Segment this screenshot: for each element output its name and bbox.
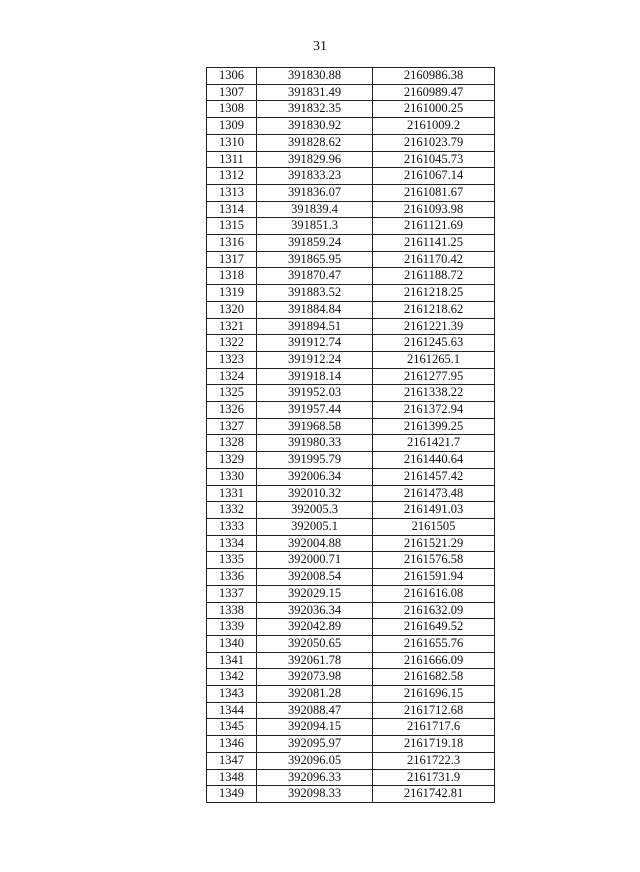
y-coordinate-cell: 2161491.03: [373, 502, 495, 519]
table-row: [207, 101, 495, 118]
y-coordinate-cell: 2161719.18: [373, 736, 495, 753]
x-coordinate-cell: 392096.33: [257, 769, 373, 786]
y-coordinate-cell: 2161000.25: [373, 101, 495, 118]
y-coordinate-cell: 2161121.69: [373, 218, 495, 235]
y-coordinate-cell: 2161616.08: [373, 585, 495, 602]
point-number-cell: 1328: [207, 435, 257, 452]
point-number-cell: 1319: [207, 285, 257, 302]
x-coordinate-cell: 392006.34: [257, 468, 373, 485]
table-row: [207, 301, 495, 318]
y-coordinate-cell: 2161009.2: [373, 118, 495, 135]
point-number-cell: 1321: [207, 318, 257, 335]
point-number-cell: 1342: [207, 669, 257, 686]
x-coordinate-cell: 391830.88: [257, 68, 373, 85]
y-coordinate-cell: 2161682.58: [373, 669, 495, 686]
y-coordinate-cell: 2161141.25: [373, 235, 495, 252]
x-coordinate-cell: 391833.23: [257, 168, 373, 185]
point-number-cell: 1315: [207, 218, 257, 235]
point-number-cell: 1308: [207, 101, 257, 118]
table-row: [207, 719, 495, 736]
y-coordinate-cell: 2161045.73: [373, 151, 495, 168]
table-row: [207, 168, 495, 185]
x-coordinate-cell: 391831.49: [257, 84, 373, 101]
x-coordinate-cell: 391830.92: [257, 118, 373, 135]
x-coordinate-cell: 392005.3: [257, 502, 373, 519]
y-coordinate-cell: 2161457.42: [373, 468, 495, 485]
point-number-cell: 1331: [207, 485, 257, 502]
y-coordinate-cell: 2160989.47: [373, 84, 495, 101]
table-row: [207, 435, 495, 452]
table-row: [207, 635, 495, 652]
y-coordinate-cell: 2160986.38: [373, 68, 495, 85]
x-coordinate-cell: 391859.24: [257, 235, 373, 252]
table-row: [207, 502, 495, 519]
point-number-cell: 1349: [207, 786, 257, 803]
x-coordinate-cell: 391865.95: [257, 251, 373, 268]
table-row: [207, 786, 495, 803]
x-coordinate-cell: 392008.54: [257, 569, 373, 586]
point-number-cell: 1313: [207, 184, 257, 201]
x-coordinate-cell: 391883.52: [257, 285, 373, 302]
point-number-cell: 1333: [207, 518, 257, 535]
table-row: [207, 385, 495, 402]
point-number-cell: 1306: [207, 68, 257, 85]
y-coordinate-cell: 2161696.15: [373, 686, 495, 703]
table-row: [207, 752, 495, 769]
point-number-cell: 1320: [207, 301, 257, 318]
y-coordinate-cell: 2161221.39: [373, 318, 495, 335]
y-coordinate-cell: 2161372.94: [373, 402, 495, 419]
point-number-cell: 1334: [207, 535, 257, 552]
x-coordinate-cell: 391952.03: [257, 385, 373, 402]
point-number-cell: 1345: [207, 719, 257, 736]
x-coordinate-cell: 391968.58: [257, 418, 373, 435]
x-coordinate-cell: 391894.51: [257, 318, 373, 335]
y-coordinate-cell: 2161666.09: [373, 652, 495, 669]
x-coordinate-cell: 391836.07: [257, 184, 373, 201]
table-row: [207, 368, 495, 385]
table-row: [207, 84, 495, 101]
table-row: [207, 118, 495, 135]
table-row: [207, 351, 495, 368]
x-coordinate-cell: 392010.32: [257, 485, 373, 502]
y-coordinate-cell: 2161265.1: [373, 351, 495, 368]
x-coordinate-cell: 392096.05: [257, 752, 373, 769]
point-number-cell: 1314: [207, 201, 257, 218]
point-number-cell: 1338: [207, 602, 257, 619]
x-coordinate-cell: 392081.28: [257, 686, 373, 703]
x-coordinate-cell: 391918.14: [257, 368, 373, 385]
x-coordinate-cell: 391839.4: [257, 201, 373, 218]
table-row: [207, 184, 495, 201]
table-row: [207, 218, 495, 235]
table-row: [207, 652, 495, 669]
point-number-cell: 1324: [207, 368, 257, 385]
table-row: [207, 318, 495, 335]
y-coordinate-cell: 2161067.14: [373, 168, 495, 185]
point-number-cell: 1312: [207, 168, 257, 185]
y-coordinate-cell: 2161277.95: [373, 368, 495, 385]
point-number-cell: 1332: [207, 502, 257, 519]
point-number-cell: 1343: [207, 686, 257, 703]
table-row: [207, 268, 495, 285]
y-coordinate-cell: 2161655.76: [373, 635, 495, 652]
point-number-cell: 1326: [207, 402, 257, 419]
y-coordinate-cell: 2161338.22: [373, 385, 495, 402]
y-coordinate-cell: 2161473.48: [373, 485, 495, 502]
table-row: [207, 452, 495, 469]
y-coordinate-cell: 2161722.3: [373, 752, 495, 769]
y-coordinate-cell: 2161591.94: [373, 569, 495, 586]
table-row: [207, 134, 495, 151]
table-row: [207, 468, 495, 485]
x-coordinate-cell: 392029.15: [257, 585, 373, 602]
table-row: [207, 418, 495, 435]
point-number-cell: 1347: [207, 752, 257, 769]
coordinates-table-body: [207, 68, 495, 803]
table-row: [207, 201, 495, 218]
x-coordinate-cell: 391957.44: [257, 402, 373, 419]
point-number-cell: 1330: [207, 468, 257, 485]
x-coordinate-cell: 392088.47: [257, 702, 373, 719]
y-coordinate-cell: 2161440.64: [373, 452, 495, 469]
y-coordinate-cell: 2161023.79: [373, 134, 495, 151]
table-row: [207, 702, 495, 719]
table-row: [207, 285, 495, 302]
coordinates-table: [206, 67, 495, 803]
table-row: [207, 619, 495, 636]
x-coordinate-cell: 391980.33: [257, 435, 373, 452]
x-coordinate-cell: 391912.74: [257, 335, 373, 352]
point-number-cell: 1344: [207, 702, 257, 719]
table-row: [207, 518, 495, 535]
table-row: [207, 251, 495, 268]
y-coordinate-cell: 2161245.63: [373, 335, 495, 352]
table-row: [207, 68, 495, 85]
point-number-cell: 1307: [207, 84, 257, 101]
point-number-cell: 1336: [207, 569, 257, 586]
x-coordinate-cell: 391884.84: [257, 301, 373, 318]
x-coordinate-cell: 391829.96: [257, 151, 373, 168]
page-number: 31: [313, 39, 327, 54]
y-coordinate-cell: 2161081.67: [373, 184, 495, 201]
point-number-cell: 1310: [207, 134, 257, 151]
table-row: [207, 485, 495, 502]
table-row: [207, 686, 495, 703]
table-row: [207, 235, 495, 252]
table-row: [207, 151, 495, 168]
y-coordinate-cell: 2161521.29: [373, 535, 495, 552]
table-row: [207, 335, 495, 352]
y-coordinate-cell: 2161093.98: [373, 201, 495, 218]
y-coordinate-cell: 2161632.09: [373, 602, 495, 619]
table-row: [207, 552, 495, 569]
table-row: [207, 602, 495, 619]
x-coordinate-cell: 391851.3: [257, 218, 373, 235]
y-coordinate-cell: 2161576.58: [373, 552, 495, 569]
point-number-cell: 1329: [207, 452, 257, 469]
point-number-cell: 1318: [207, 268, 257, 285]
y-coordinate-cell: 2161742.81: [373, 786, 495, 803]
point-number-cell: 1311: [207, 151, 257, 168]
x-coordinate-cell: 392036.34: [257, 602, 373, 619]
point-number-cell: 1337: [207, 585, 257, 602]
x-coordinate-cell: 391832.35: [257, 101, 373, 118]
table-row: [207, 736, 495, 753]
point-number-cell: 1340: [207, 635, 257, 652]
y-coordinate-cell: 2161218.62: [373, 301, 495, 318]
x-coordinate-cell: 392000.71: [257, 552, 373, 569]
y-coordinate-cell: 2161170.42: [373, 251, 495, 268]
x-coordinate-cell: 392094.15: [257, 719, 373, 736]
y-coordinate-cell: 2161399.25: [373, 418, 495, 435]
point-number-cell: 1323: [207, 351, 257, 368]
point-number-cell: 1327: [207, 418, 257, 435]
point-number-cell: 1322: [207, 335, 257, 352]
x-coordinate-cell: 391870.47: [257, 268, 373, 285]
point-number-cell: 1317: [207, 251, 257, 268]
x-coordinate-cell: 392098.33: [257, 786, 373, 803]
x-coordinate-cell: 392004.88: [257, 535, 373, 552]
x-coordinate-cell: 391828.62: [257, 134, 373, 151]
x-coordinate-cell: 392073.98: [257, 669, 373, 686]
x-coordinate-cell: 392061.78: [257, 652, 373, 669]
table-row: [207, 669, 495, 686]
y-coordinate-cell: 2161649.52: [373, 619, 495, 636]
table-row: [207, 569, 495, 586]
point-number-cell: 1348: [207, 769, 257, 786]
x-coordinate-cell: 392095.97: [257, 736, 373, 753]
table-row: [207, 402, 495, 419]
point-number-cell: 1335: [207, 552, 257, 569]
x-coordinate-cell: 392050.65: [257, 635, 373, 652]
x-coordinate-cell: 391995.79: [257, 452, 373, 469]
y-coordinate-cell: 2161218.25: [373, 285, 495, 302]
y-coordinate-cell: 2161188.72: [373, 268, 495, 285]
point-number-cell: 1341: [207, 652, 257, 669]
y-coordinate-cell: 2161712.68: [373, 702, 495, 719]
x-coordinate-cell: 392005.1: [257, 518, 373, 535]
y-coordinate-cell: 2161717.6: [373, 719, 495, 736]
point-number-cell: 1325: [207, 385, 257, 402]
table-row: [207, 585, 495, 602]
y-coordinate-cell: 2161505: [373, 518, 495, 535]
table-row: [207, 535, 495, 552]
point-number-cell: 1346: [207, 736, 257, 753]
y-coordinate-cell: 2161421.7: [373, 435, 495, 452]
table-row: [207, 769, 495, 786]
x-coordinate-cell: 392042.89: [257, 619, 373, 636]
point-number-cell: 1339: [207, 619, 257, 636]
y-coordinate-cell: 2161731.9: [373, 769, 495, 786]
point-number-cell: 1309: [207, 118, 257, 135]
x-coordinate-cell: 391912.24: [257, 351, 373, 368]
point-number-cell: 1316: [207, 235, 257, 252]
